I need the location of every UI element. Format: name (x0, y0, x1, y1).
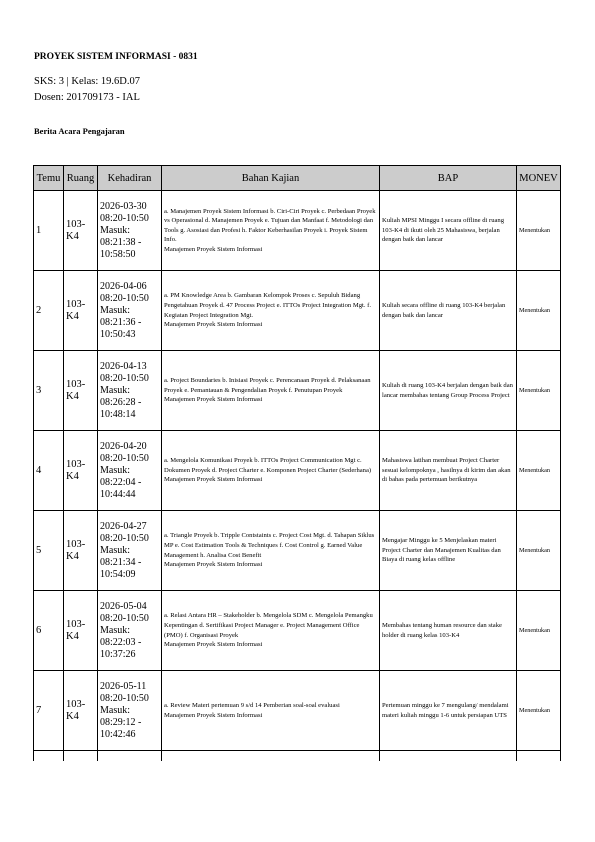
cell-monev: Menentukan (517, 191, 561, 271)
kehadiran-in-time: 08:22:03 - (100, 636, 142, 648)
cell-temu: 6 (34, 591, 64, 671)
kehadiran-out-time: 10:58:50 (100, 248, 136, 260)
cell-ruang: 103-K4 (64, 431, 98, 511)
cell-temu: 4 (34, 431, 64, 511)
kehadiran-date: 2026-04-20 (100, 440, 147, 452)
bahan-text: a. Manajemen Proyek Sistem Informasi b. Ciri-Ciri Proyek c. Perbedaan Proyek vs Operasional d. Manajemen Proyek e. Tujuan dan Manfaat f. Metodologi dan Tools g. Asosiasi dan Profesi h. Faktor Keberhasilan Proyek i. Proyek Sistem Info. (164, 207, 376, 244)
bahan-text: a. Relasi Antara HR – Stakeholder b. Mengelola SDM c. Mengelola Pemangku Kepentingan d. Sertifikasi Project Manager e. Project Management Office (PMO) f. Organisasi Proyek (164, 612, 373, 639)
kehadiran-schedule: 08:20-10:50 (100, 612, 149, 624)
cell-ruang: 103-K4 (64, 671, 98, 751)
table-row (34, 191, 561, 271)
cell-temu: 3 (34, 351, 64, 431)
kehadiran-out-time: 10:42:46 (100, 728, 136, 740)
kehadiran-masuk-label: Masuk: (100, 384, 130, 396)
kehadiran-in-time: 08:22:04 - (100, 476, 142, 488)
dosen-line: Dosen: 201709173 - IAL (34, 92, 140, 103)
cell-bap: Kuliah MPSI Minggu I secara offline di ruang 103-K4 di ikuti oleh 25 Mahasiswa, berjalan dengan baik dan lancar (380, 191, 517, 271)
table-row (34, 351, 561, 431)
cell-kehadiran (98, 191, 162, 271)
cell-continued (98, 751, 162, 761)
cell-ruang: 103-K4 (64, 351, 98, 431)
cell-ruang: 103-K4 (64, 591, 98, 671)
kehadiran-date: 2026-04-13 (100, 360, 147, 372)
cell-bahan-kajian (162, 591, 380, 671)
kehadiran-date: 2026-05-04 (100, 600, 147, 612)
cell-monev: Menentukan (517, 511, 561, 591)
bahan-text: a. Triangle Proyek b. Tripple Contstaints c. Project Cost Mgt. d. Tahapan Siklus MP e. Cost Estimation Tools & Techniques f. Cost Control g. Earned Value Management h. Analisa Cost Benefit (164, 532, 375, 559)
col-header-bahan-kajian: Bahan Kajian (162, 166, 380, 191)
cell-ruang: 103-K4 (64, 271, 98, 351)
kehadiran-date: 2026-05-11 (100, 680, 147, 692)
col-header-temu: Temu (34, 166, 64, 191)
table-row (34, 511, 561, 591)
mata-kuliah-name: Manajemen Proyek Sistem Informasi (164, 321, 263, 329)
mata-kuliah-name: Manajemen Proyek Sistem Informasi (164, 711, 263, 719)
table-row (34, 591, 561, 671)
page-title: PROYEK SISTEM INFORMASI - 0831 (34, 52, 198, 62)
cell-kehadiran (98, 351, 162, 431)
kehadiran-schedule: 08:20-10:50 (100, 532, 149, 544)
cell-continued (380, 751, 517, 761)
cell-monev: Menentukan (517, 351, 561, 431)
cell-continued (64, 751, 98, 761)
cell-bap: Mahasiswa latihan membuat Project Charter sesuai kelompoknya , hasilnya di kirim dan akan di bahas pada pertemuan berikutnya (380, 431, 517, 511)
table-header-row (34, 166, 561, 191)
mata-kuliah-name: Manajemen Proyek Sistem Informasi (164, 396, 263, 404)
table-row (34, 431, 561, 511)
table-row (34, 671, 561, 751)
kehadiran-date: 2026-04-06 (100, 280, 147, 292)
berita-acara-table (33, 165, 561, 761)
mata-kuliah-name: Manajemen Proyek Sistem Informasi (164, 245, 263, 253)
cell-bap: Kuliah di ruang 103-K4 berjalan dengan baik dan lancar membahas tentang Group Process Project (380, 351, 517, 431)
col-header-bap: BAP (380, 166, 517, 191)
kehadiran-masuk-label: Masuk: (100, 464, 130, 476)
cell-temu: 1 (34, 191, 64, 271)
cell-continued (34, 751, 64, 761)
cell-ruang: 103-K4 (64, 191, 98, 271)
cell-bahan-kajian (162, 431, 380, 511)
kehadiran-schedule: 08:20-10:50 (100, 692, 149, 704)
cell-continued (517, 751, 561, 761)
cell-bahan-kajian (162, 351, 380, 431)
kehadiran-masuk-label: Masuk: (100, 304, 130, 316)
cell-kehadiran (98, 511, 162, 591)
kehadiran-in-time: 08:21:36 - (100, 316, 142, 328)
cell-ruang: 103-K4 (64, 511, 98, 591)
col-header-ruang: Ruang (64, 166, 98, 191)
kehadiran-date: 2026-04-27 (100, 520, 147, 532)
cell-kehadiran (98, 271, 162, 351)
kehadiran-date: 2026-03-30 (100, 200, 147, 212)
cell-monev: Menentukan (517, 671, 561, 751)
mata-kuliah-name: Manajemen Proyek Sistem Informasi (164, 476, 263, 484)
sks-kelas-line: SKS: 3 | Kelas: 19.6D.07 (34, 76, 140, 87)
cell-monev: Menentukan (517, 271, 561, 351)
cell-bahan-kajian (162, 671, 380, 751)
kehadiran-out-time: 10:50:43 (100, 328, 136, 340)
cell-continued (162, 751, 380, 761)
cell-temu: 7 (34, 671, 64, 751)
table-row (34, 271, 561, 351)
section-heading: Berita Acara Pengajaran (34, 126, 125, 136)
kehadiran-out-time: 10:48:14 (100, 408, 136, 420)
bahan-text: a. Mengelola Komunikasi Proyek b. ITTOs Project Communication Mgt c. Dokumen Proyek d. Project Charter e. Komponen Project Charter (Sederhana) (164, 457, 372, 474)
cell-temu: 5 (34, 511, 64, 591)
cell-bahan-kajian (162, 511, 380, 591)
cell-bap: Membahas tentang human resource dan stake holder di ruang kelas 103-K4 (380, 591, 517, 671)
kehadiran-schedule: 08:20-10:50 (100, 292, 149, 304)
col-header-kehadiran: Kehadiran (98, 166, 162, 191)
kehadiran-schedule: 08:20-10:50 (100, 212, 149, 224)
kehadiran-masuk-label: Masuk: (100, 224, 130, 236)
bahan-text: a. Project Boundaries b. Inisiasi Proyek c. Perencanaan Proyek d. Pelaksanaan Proyek e. Pemantauan & Pengendalian Proyek f. Penutupan Proyek (164, 377, 371, 394)
cell-kehadiran (98, 591, 162, 671)
kehadiran-schedule: 08:20-10:50 (100, 372, 149, 384)
mata-kuliah-name: Manajemen Proyek Sistem Informasi (164, 561, 263, 569)
kehadiran-in-time: 08:21:34 - (100, 556, 142, 568)
cell-monev: Menentukan (517, 591, 561, 671)
kehadiran-out-time: 10:44:44 (100, 488, 136, 500)
cell-bap: Kuliah secara offline di ruang 103-K4 berjalan dengan baik dan lancar (380, 271, 517, 351)
kehadiran-masuk-label: Masuk: (100, 544, 130, 556)
kehadiran-in-time: 08:21:38 - (100, 236, 142, 248)
cell-bahan-kajian (162, 191, 380, 271)
cell-kehadiran (98, 671, 162, 751)
kehadiran-schedule: 08:20-10:50 (100, 452, 149, 464)
kehadiran-masuk-label: Masuk: (100, 624, 130, 636)
kehadiran-masuk-label: Masuk: (100, 704, 130, 716)
table-row-continued (34, 751, 561, 761)
cell-bap: Pertemuan minggu ke 7 mengulang/ mendalami materi kuliah minggu 1-6 untuk persiapan UTS (380, 671, 517, 751)
cell-bahan-kajian (162, 271, 380, 351)
cell-monev: Menentukan (517, 431, 561, 511)
cell-temu: 2 (34, 271, 64, 351)
bahan-text: a. PM Knowledge Area b. Gambaran Kelompok Proses c. Sepuluh Bidang Pengetahuan Proyek d. 47 Process Project e. ITTOs Project Integration Mgt. f. Kegiatan Project Integration Mgt. (164, 292, 371, 319)
kehadiran-in-time: 08:29:12 - (100, 716, 142, 728)
cell-kehadiran (98, 431, 162, 511)
bahan-text: a. Review Materi pertemuan 9 s/d 14 Pemberian soal-soal evaluasi (164, 701, 340, 709)
kehadiran-out-time: 10:54:09 (100, 568, 136, 580)
cell-bap: Mengajar Minggu ke 5 Menjelaskan materi Project Charter dan Manajemen Kualitas dan Biaya di ruang kelas offline (380, 511, 517, 591)
mata-kuliah-name: Manajemen Proyek Sistem Informasi (164, 641, 263, 649)
kehadiran-in-time: 08:26:28 - (100, 396, 142, 408)
kehadiran-out-time: 10:37:26 (100, 648, 136, 660)
col-header-monev: MONEV (517, 166, 561, 191)
